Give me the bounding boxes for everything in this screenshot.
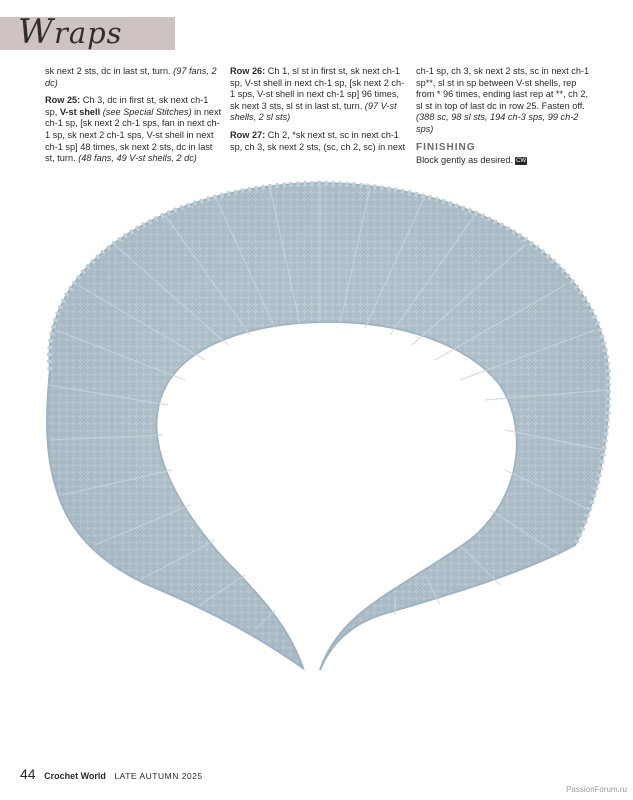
row-26-instruction: Row 26: Ch 1, sl st in first st, sk next ch-1 sp, V-st shell in next ch-1 sp, [sk next 2 ch-1 sps, V-st shell in next ch-1 sp] 96 times, sk next 3 sts, sl st in last st, turn. (97 V-st shells, 2 sl sts) [230, 66, 405, 123]
row-27-continued: ch-1 sp, ch 3, sk next 2 sts, sc in next ch-1 sp**, sl st in sp between V-st shells, rep from * 96 times, ending last rep at **, ch 2, sl st in top of last dc in row 25. Fasten off. (388 sc, 98 sl sts, 194 ch-3 sps, 99 ch-2 sps) [416, 66, 590, 134]
section-title-capital: W [18, 12, 54, 52]
finishing-heading: FINISHING [416, 141, 476, 153]
page-footer [20, 766, 203, 782]
page-number: 44 [20, 766, 36, 782]
row-27-instruction: Row 27: Ch 2, *sk next st, sc in next ch-1 sp, ch 3, sk next 2 sts, (sc, ch 2, sc) in next [230, 129, 406, 152]
finishing-instruction: Block gently as desired. CW [416, 155, 527, 166]
watermark-text: PassionForum.ru [566, 785, 627, 794]
paragraph-continued: sk next 2 sts, dc in last st, turn. (97 fans, 2 dc) [45, 66, 217, 88]
magazine-name: Crochet World [44, 771, 106, 781]
row-25-instruction: Row 25: Ch 3, dc in first st, sk next ch-1 sp, V-st shell (see Special Stitches) in next ch-1 sp, [sk next 2 ch-1 sps, fan in next ch-1 sp, sk next 2 ch-1 sps, V-st shell in next ch-1 sp] 48 times, sk next 2 sts, dc in last st, turn. (48 fans, 49 V-st shells, 2 dc) [45, 95, 222, 164]
issue-label: LATE AUTUMN 2025 [114, 771, 203, 781]
cw-end-badge: CW [516, 157, 527, 164]
section-title-rest: raps [53, 16, 123, 50]
